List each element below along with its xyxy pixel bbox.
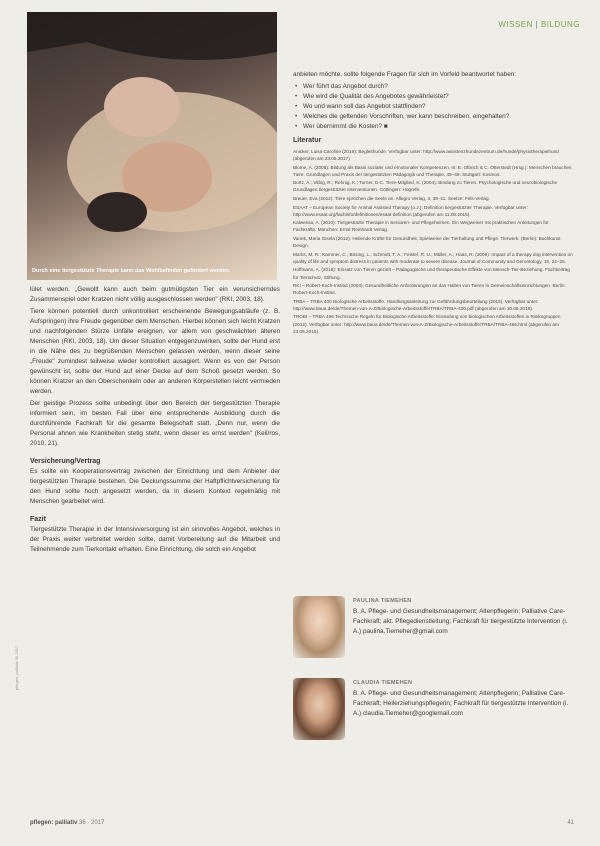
author-photo <box>293 596 345 658</box>
list-item: • Wer übernimmt die Kosten? ■ <box>293 122 573 132</box>
author-name: CLAUDIA TIEMEHEN <box>353 680 413 686</box>
question-list <box>293 82 573 132</box>
author-bio: B. A. Pflege- und Gesundheitsmanagement; Altenpflegerin; Palliative Care-Fachkraft; Heilerziehungspflegerin; Fachkraft für tiergestützte Intervention (i. A.) claudia.Tiemeher@googlemail.com <box>353 690 569 717</box>
right-column <box>293 70 573 336</box>
footer-publication <box>30 820 104 826</box>
literature-list <box>293 148 573 335</box>
footer-issue: 36 · 2017 <box>79 820 105 826</box>
literature-item: ESAAT – European Society for Animal Assisted Therapy (o.J.): Definition tiergestützter Therapie. Verfügbar unter: http://www.esaat.org/fachinfo/definitionen/esaat-definition (abgerufen am 11.06.2015). <box>293 204 528 217</box>
footer-brand: pflegen: palliativ <box>30 820 78 826</box>
body-paragraph: lület werden. „Gewollt kann auch beim gutmütigsten Tier ein verunsicherndes Zusammenspiel oder Kratzen nicht völlig ausgeschlossen werden" (RKI, 2003, 18). <box>30 286 280 303</box>
literature-item: TRBA – TRBA 400 Biologische Arbeitsstoffe. Handlungsanleitung zur Gefährdungsbeurteilung (2016). Verfügbar unter: http://www.baua.de/de/Themen-von-A-Z/Biologische-Arbeitsstoffe/TRBA/TRBA-400.pdf (abgerufen am 10.05.2016). <box>293 298 539 311</box>
section-header <box>498 20 580 29</box>
body-paragraph: Tiere können potentiell durch unkontrolliert erscheinende Bewegungsabläufe (z. B. Aufspringen) ihre Freude gegenüber dem Menschen. Hierbei können sich leicht Kratzen und nachfolgenden Stürze Unfälle ereignen, vor allem von geschwächten älteren Menschen (RKI, 2003, 18). Um dieser Situation entgegenzuwirken, sollte der Hund erst in die Nähe des zu begrüßenden Menschen gelassen werden, wenn dieser seine „Freude" zumindest teilweise wieder kontrolliert ausagiert. Wenn es von der Person gewünscht ist, sollte der Hund auf einer Decke auf dem Schoß gesetzt werden. So können Kratzer an den Oberschenkeln oder an anderen Körperstellen leicht vermieden werden. <box>30 308 280 395</box>
heading-insurance: Versicherung/Vertrag <box>30 458 101 465</box>
photo-illustration <box>27 12 277 280</box>
photo-caption: Durch eine tiergestützte Therapie kann das Wohlbefinden gefördert werden. <box>32 268 231 274</box>
literature-item: TROBI – TRBA 466 Technische Regeln für Biologische Arbeitsstoffe: Einstufung von biologischen Arbeitsstoffen in Risikogruppen (2012). Verfügbar unter: http://www.baua.de/de/Themen-von-A-Z/Biologische-Arbeitsstoffe/TRBA/TRBA-466.html (abgerufen am 23.05.2016). <box>293 314 561 334</box>
literature-item: RKI – Robert-Koch-Institut (2003): Gesundheitliche Anforderungen an das Halten von Tieren in Gemeinschaftseinrichtungen. Berlin: Robert-Koch-Institut. <box>293 283 566 296</box>
author-card <box>293 596 578 662</box>
left-column <box>30 285 280 557</box>
literature-item: Marks, M. R.; Kammer, C.; Bösing, L.; Schmidt, T. A.; Feistel, R. U.; Müller, A.; Haas, R. (2009): Impact of a therapy dog intervention on quality of life and symptom distress in patients with moderate to severe disease. Journal of Community and Gerontology, 15, 22–25. <box>293 251 573 264</box>
literature-item: Vanek, Maria Gisela (2012): Heilende Kräfte für Gesundheit, Spielweise der Tierhaltung und Pflege. Tierwerk. (Berlin): Buchkunst Design. <box>293 236 561 249</box>
literature-heading: Literatur <box>293 137 322 144</box>
literature-item: Bortz, A.; Vilbig, R.; Rehnig, K.; Turner, D.C. Tiere-Mitglied, K. (2004): Bindung zu Tieren. Psychologische und neurobiologische Grundlagen tiergestützter Interventionen. Göttingen: Hogrefe. <box>293 180 558 193</box>
body-paragraph: Der geistige Prozess sollte unbedingt über den Bereich der tiergestützten Therapie informiert sein, im besten Fall über eine entsprechende Ausbildung durch die durchführende Fachkraft für die gesamte Belegschaft statt. „Denn nur, wenn die Personal ahnen wie Krankheiten stetig steht, wenn dieser es ernst werden" (Keil/ros, 2010, 21). <box>30 400 280 447</box>
heading-conclusion: Fazit <box>30 516 46 523</box>
therapy-dog-photo <box>27 12 277 280</box>
list-item: • Wer führt das Angebot durch? <box>293 82 573 92</box>
literature-item: Anicker, Luisa Caroline (2016): Begleithunde. Verfügbar unter: http://www.assistenzhundezentrum.de/hunde/physiotherapiehund (abgerufen am 23.05.2017) <box>293 149 559 162</box>
body-paragraph: anbieten möchte, sollte folgende Fragen für sich im Vorfeld beantwortet haben: <box>293 71 517 78</box>
literature-item: Kalwessa, A. (2010): Tiergestützte Therapie in Senioren- und Pflegeheimen. Ein Wegweiser mit praktischen Anleitungen für Fachkräfte. München: Ernst Reinhardt Verlag. <box>293 220 549 233</box>
topic-label: BILDUNG <box>540 20 580 29</box>
author-card <box>293 678 578 744</box>
list-item: • Wo und wann soll das Angebot stattfinden? <box>293 102 573 112</box>
list-item: • Welches die geltenden Vorschriften, wer kann beschreiben, eingehalten? <box>293 112 573 122</box>
author-photo <box>293 678 345 740</box>
author-name: PAULINA TIEMEHEN <box>353 598 412 604</box>
body-paragraph: Tiergestützte Therapie in der Intensivversorgung ist ein sinnvolles Angebot, welches in der Praxis weiter verbreitet werden sollte, damit Vorbereitung auf die Mitarbeit und Teilnehmende zum Tierkontakt erhalten. Eine Einrichtung, die solch ein Angebot <box>30 526 280 553</box>
body-paragraph: Es sollte ein Kooperationsvertrag zwischen der Einrichtung und dem Anbieter der tiergestützten Therapie bestehen. Die Deckungssumme der Haftpflichtversicherung für den Hund sollte hoch angesetzt werden, da in diesem Kontext regelmäßig mit Menschen gearbeitet wird. <box>30 468 280 505</box>
section-separator: | <box>535 20 539 29</box>
list-item: • Wie wird die Qualität des Angebotes gewährleistet? <box>293 92 573 102</box>
author-bio: B. A. Pflege- und Gesundheitsmanagement; Altenpflegerin; Palliative Care-Fachkraft; akt. Pflegedienstleitung; Fachkraft für tiergestützte Intervention (i. A.) paulina.Tiemeher@gmail.com <box>353 608 568 635</box>
side-note: pflegen: palliativ 36 2017 <box>14 645 19 690</box>
page-number: 41 <box>567 820 574 826</box>
literature-item: Breuer, Eva (2012): Tiere sprechen die Seele an. Allegro Verlag, 4, 38–11. Seelze: Fels-Verlag. <box>293 196 490 202</box>
literature-item: Hoffmann, A. (2018): Einsatz von Tieren gezielt – Pädagogische und therapeutische Effekte von Mensch-Tier-Beziehung. Fachbeitrag für Tierschutz, Stiftung. <box>293 267 570 280</box>
section-label: WISSEN <box>498 20 533 29</box>
literature-item: Blome, A. (2008): Bildung als Basis sozialer und emotionaler Kompetenzen. In: E. Olbrich & C. Otterstedt (Hrsg.): Menschen brauchen Tiere. Grundlagen und Praxis der tiergestützten Pädagogik und Therapie, 45–49. Stuttgart: Kosmos. <box>293 164 572 177</box>
